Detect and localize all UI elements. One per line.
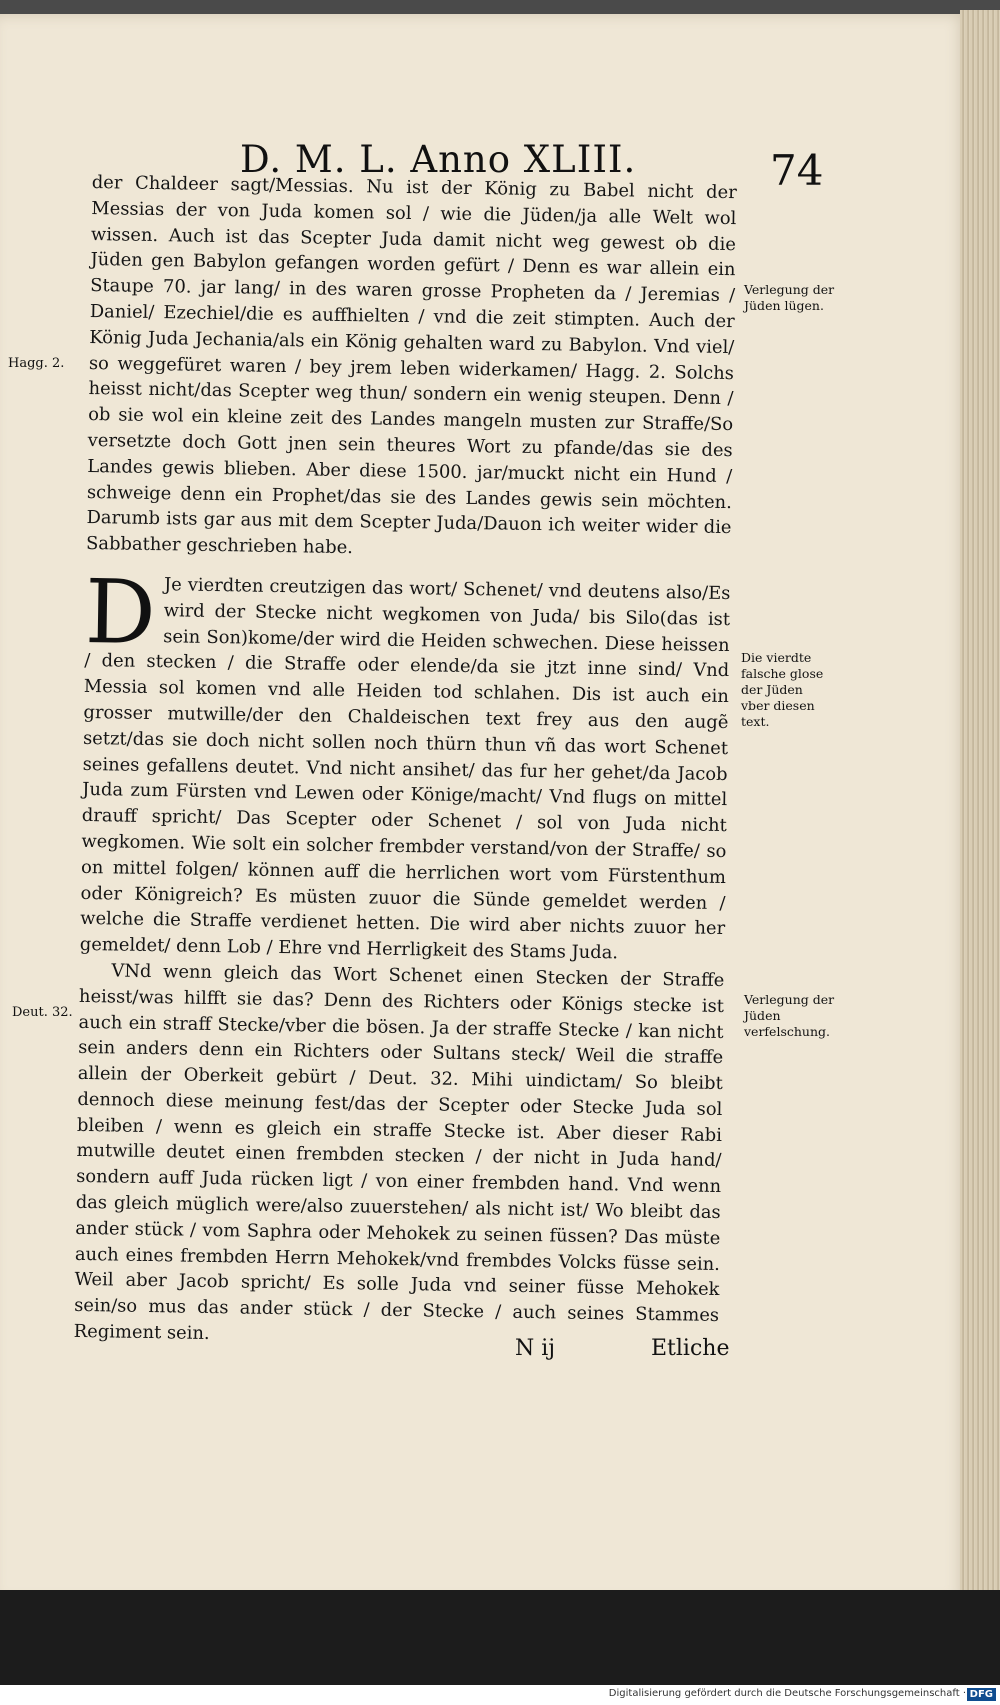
dfg-logo: DFG [967, 1688, 996, 1701]
main-text [74, 170, 737, 1355]
margin-note-right-2: Die vierdte falsche glose der Jüden vber diesen text. [741, 650, 824, 729]
catchword: Etliche [651, 1336, 730, 1361]
page-stack-edge [960, 10, 1000, 1600]
paragraph-3: VNd wenn gleich das Wort Schenet einen Stecken der Straffe heisst/was hilfft sie das? Denn des Richters oder Königs stecke ist auch ein straff Stecke/vber die bösen. Ja der straffe Stecke / kan nicht sein anders denn ein Richters oder Sultans steck/ Weil die straffe allein der Oberkeit gebürt / Deut. 32. Mihi uindictam/ So bleibt dennoch diese meinung fest/das der Scepter oder Stecke Juda sol bleiben / wenn es gleich ein straffe Stecke ist. Aber dieser Rabi mutwille deutet einen frembden stecken / der nicht in Juda hand/ sondern auff Juda rücken ligt / von einer frembden hand. Vnd wenn das gleich müglich were/also zuuerstehen/ als nicht ist/ Wo bleibt das ander stück / vom Saphra oder Mehokek zu seinen füssen? Das müste auch eines frembden Herrn Mehokek/vnd frembdes Volcks füsse sein. Weil aber Jacob spricht/ Es solle Juda vnd seiner füsse Mehokek sein/so mus das ander stück / der Stecke / auch seines Stammes Regiment sein. [73, 960, 725, 1345]
paragraph-1: der Chaldeer sagt/Messias. Nu ist der König zu Babel nicht der Messias der von Juda komen sol / wie die Jüden/ja alle Welt wol wissen. Auch ist das Scepter Juda damit nicht weg gewest ob die Jüden gen Babylon gefangen worden gefürt / Denn es war allein ein Staupe 70. jar lang/ in des waren grosse Propheten da / Jeremias / Daniel/ Ezechiel/die es auffhielten / vnd die zeit stimpten. Auch der König Juda Jechania/als ein König gehalten ward zu Babylon. Vnd viel/ so weggefüret waren / bey jrem leben widerkamen/ Hagg. 2. Solchs heisst nicht/das Scepter weg thun/ sondern ein wenig steupen. Denn / ob sie wol ein kleine zeit des Landes mangeln musten zur Straffe/So versetzte doch Gott jnen sein theures Wort zu pfande/das sie des Landes gewis blieben. Aber diese 1500. jar/muckt nicht ein Hund / schweige denn ein Prophet/das sie des Landes gewis sein möchten. Darumb ists gar aus mit dem Scepter Juda/Dauon ich weiter wider die Sabbather geschrieben habe. [85, 171, 737, 559]
paragraph-2-text: Je vierdten creutzigen das wort/ Schenet/ vnd deutens also/Es wird der Stecke nicht wegkomen von Juda/ bis Silo(das ist sein Son)kome/der wird die Heiden schwechen. Diese heissen / den stecken / die Straffe oder elende/da sie jtzt inne sind/ Vnd Messia sol komen vnd alle Heiden tod schlahen. Dis ist auch ein grosser mutwille/der den Chaldeischen text frey aus den augẽ setzt/das sie doch nicht sollen noch thürn thun vñ das wort Schenet seines gefallens deutet. Vnd nicht ansihet/ das fur her gehet/da Jacob Juda zum Fürsten vnd Lewen oder Könige/macht/ Vnd flugs on mittel drauff spricht/ Das Scepter oder Schenet / sol von Juda nicht wegkomen. Wie solt ein solcher frembder verstand/von der Straffe/ so on mittel folgen/ können auff die herrlichen wort vom Fürstenthum oder Königreich? Es müsten zuuor die Sünde gemeldet werden / welche die Straffe verdienet hetten. Die wird aber nichts zuuor her gemeldet/ denn Lob / Ehre vnd Herrligkeit des Stams Juda. [79, 574, 731, 964]
paragraph-2 [79, 559, 731, 968]
margin-note-right-3: Verlegung der Jüden verfelschung. [744, 992, 835, 1039]
running-head: D. M. L. Anno XLIII. [240, 138, 637, 181]
signature-mark: N ij [515, 1336, 556, 1361]
margin-note-left-hagg: Hagg. 2. [8, 356, 65, 371]
credit-bar [0, 1685, 1000, 1705]
scanner-bottom-background [0, 1590, 1000, 1685]
page-number: 74 [770, 146, 824, 195]
margin-note-left-deut: Deut. 32. [12, 1005, 73, 1020]
decorated-initial: D [84, 559, 157, 665]
credit-text: Digitalisierung gefördert durch die Deutsche Forschungsgemeinschaft · [608, 1688, 966, 1699]
margin-note-right-1: Verlegung der Jüden lügen. [744, 282, 835, 313]
